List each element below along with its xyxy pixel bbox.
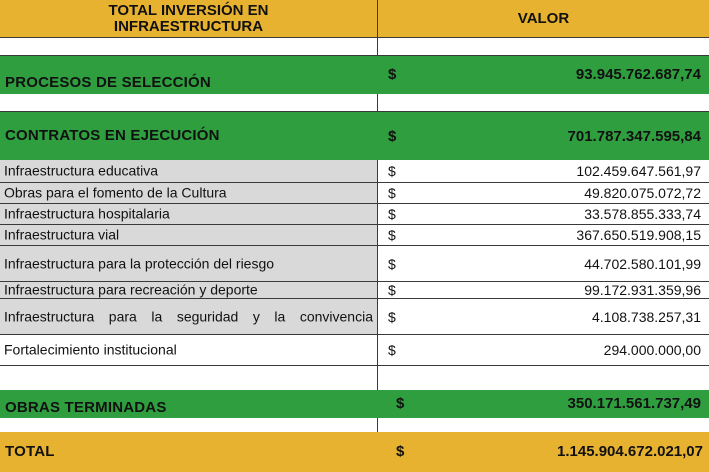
table-row [0, 160, 709, 183]
spacer-row [0, 38, 709, 56]
item-value: 99.172.931.359,96 [584, 282, 701, 298]
currency-symbol: $ [388, 308, 396, 325]
currency-symbol: $ [388, 163, 396, 179]
table-row [0, 183, 709, 204]
table-row [0, 246, 709, 282]
item-value: 4.108.738.257,31 [592, 308, 701, 325]
section-value: 350.171.561.737,49 [567, 395, 701, 412]
section-row-obras [0, 390, 709, 418]
total-value: 1.145.904.672.021,07 [557, 443, 703, 460]
section-value: 93.945.762.687,74 [575, 66, 701, 83]
currency-symbol: $ [388, 282, 396, 298]
currency-symbol: $ [388, 342, 396, 358]
item-label: Infraestructura para la protección del riesgo [4, 255, 275, 271]
item-label: Infraestructura educativa [4, 162, 159, 179]
header-title-line1: TOTAL INVERSIÓN EN [108, 2, 269, 19]
section-row-procesos [0, 56, 709, 94]
table-row [0, 299, 709, 335]
item-value: 33.578.855.333,74 [584, 206, 701, 222]
currency-symbol: $ [388, 128, 397, 145]
header-value-label: VALOR [517, 10, 570, 27]
section-label: PROCESOS DE SELECCIÓN [5, 74, 211, 91]
section-row-contratos [0, 112, 709, 160]
item-label: Infraestructura para recreación y deporte [4, 281, 258, 298]
currency-symbol: $ [388, 185, 396, 201]
currency-symbol: $ [388, 66, 397, 83]
spacer-row [0, 418, 709, 432]
currency-symbol: $ [396, 443, 405, 460]
spacer-row [0, 366, 709, 390]
item-value: 102.459.647.561,97 [576, 163, 701, 179]
section-label: OBRAS TERMINADAS [5, 399, 167, 416]
item-value: 367.650.519.908,15 [576, 227, 701, 243]
header-title-line2: INFRAESTRUCTURA [113, 18, 264, 35]
table-row [0, 335, 709, 366]
header-title-cell [0, 0, 378, 37]
total-label: TOTAL [5, 443, 55, 460]
item-value: 49.820.075.072,72 [584, 185, 701, 201]
item-label: Infraestructura para la seguridad y la convivencia [4, 308, 373, 324]
table-row [0, 282, 709, 299]
item-value: 44.702.580.101,99 [584, 255, 701, 272]
table-header [0, 0, 709, 38]
total-row [0, 432, 709, 472]
currency-symbol: $ [388, 206, 396, 222]
header-value-cell [378, 0, 709, 37]
item-label: Obras para el fomento de la Cultura [4, 184, 227, 201]
item-label: Fortalecimiento institucional [4, 341, 177, 358]
currency-symbol: $ [388, 227, 396, 243]
currency-symbol: $ [388, 255, 396, 272]
section-value: 701.787.347.595,84 [567, 128, 701, 145]
table-row [0, 225, 709, 246]
table-row [0, 204, 709, 225]
item-label: Infraestructura vial [4, 226, 120, 243]
item-value: 294.000.000,00 [603, 342, 701, 358]
item-label: Infraestructura hospitalaria [4, 205, 170, 222]
section-label: CONTRATOS EN EJECUCIÓN [5, 127, 220, 144]
currency-symbol: $ [396, 395, 405, 412]
spacer-row [0, 94, 709, 112]
